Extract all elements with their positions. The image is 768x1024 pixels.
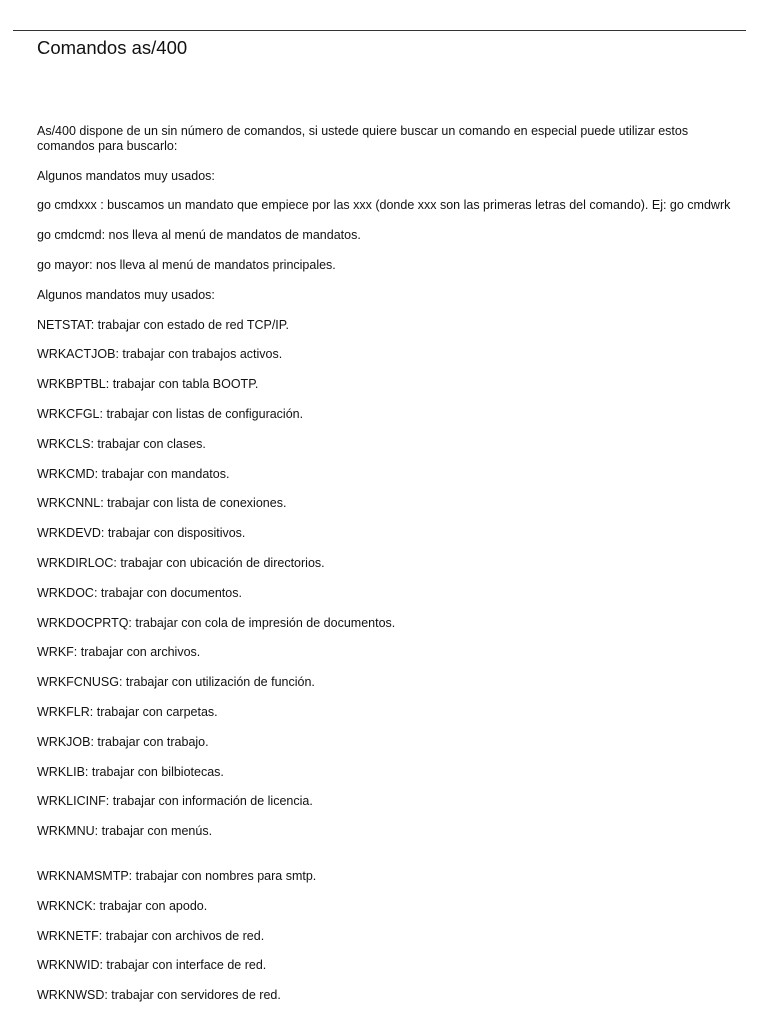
command-item: WRKFCNUSG: trabajar con utilización de función. [37, 675, 315, 690]
paragraph-go-cmdcmd: go cmdcmd: nos lleva al menú de mandatos de mandatos. [37, 228, 361, 243]
command-item: WRKLIB: trabajar con bilbiotecas. [37, 764, 224, 779]
command-item: WRKLICINF: trabajar con información de licencia. [37, 794, 313, 809]
command-item: WRKDEVD: trabajar con dispositivos. [37, 526, 246, 541]
document-body [37, 124, 737, 1018]
command-item: WRKF: trabajar con archivos. [37, 645, 201, 660]
command-item: WRKDOC: trabajar con documentos. [37, 585, 242, 600]
paragraph-intro: As/400 dispone de un sin número de comandos, si ustede quiere buscar un comando en especial puede utilizar estos comandos para buscarlo: [37, 124, 689, 153]
paragraph-subheading: Algunos mandatos muy usados: [37, 287, 215, 302]
paragraph-go-mayor: go mayor: nos lleva al menú de mandatos principales. [37, 257, 336, 272]
document-title: Comandos as/400 [37, 37, 188, 58]
command-item: WRKNWID: trabajar con interface de red. [37, 958, 267, 973]
command-item: WRKDIRLOC: trabajar con ubicación de directorios. [37, 555, 325, 570]
command-item: WRKCFGL: trabajar con listas de configuración. [37, 406, 304, 421]
command-item: WRKNETF: trabajar con archivos de red. [37, 928, 265, 943]
header-rule [13, 30, 746, 31]
command-item: WRKNAMSMTP: trabajar con nombres para smtp. [37, 868, 317, 883]
command-item: WRKNCK: trabajar con apodo. [37, 898, 208, 913]
command-item: WRKBPTBL: trabajar con tabla BOOTP. [37, 377, 259, 392]
command-item: WRKMNU: trabajar con menús. [37, 824, 213, 839]
command-item: WRKCMD: trabajar con mandatos. [37, 466, 230, 481]
command-item: NETSTAT: trabajar con estado de red TCP/IP. [37, 317, 289, 332]
command-item: WRKFLR: trabajar con carpetas. [37, 704, 218, 719]
command-item: WRKNWSD: trabajar con servidores de red. [37, 988, 281, 1003]
paragraph-subheading: Algunos mandatos muy usados: [37, 168, 215, 183]
command-item: WRKACTJOB: trabajar con trabajos activos. [37, 347, 283, 362]
command-item: WRKCNNL: trabajar con lista de conexiones. [37, 496, 287, 511]
command-item: WRKCLS: trabajar con clases. [37, 436, 206, 451]
paragraph-go-cmdxxx: go cmdxxx : buscamos un mandato que empiece por las xxx (donde xxx son las primeras letras del comando). Ej: go cmdwrk [37, 198, 731, 213]
command-item: WRKJOB: trabajar con trabajo. [37, 734, 209, 749]
command-item: WRKDOCPRTQ: trabajar con cola de impresión de documentos. [37, 615, 396, 630]
